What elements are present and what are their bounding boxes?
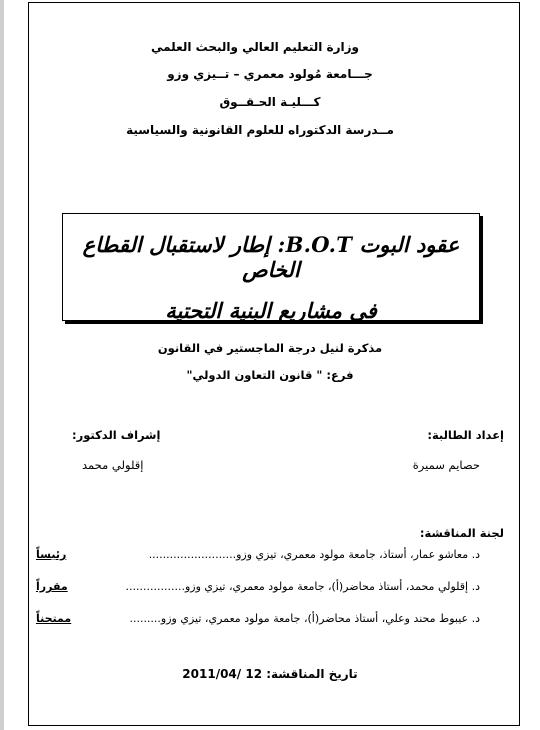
committee-member [36, 612, 480, 625]
degree-line: مذكرة لنيل درجة الماجستير في القانون [157, 341, 383, 355]
student-label: إعداد الطالبة: [427, 428, 504, 442]
faculty-line: كـــليـة الحـقــوق [219, 95, 321, 109]
student-name: حصايم سميرة [412, 458, 480, 472]
title-line-1: عقود البوت B.O.T: إطار لاستقبال القطاع الخاص [82, 232, 460, 282]
page-edge [0, 0, 4, 730]
committee-member-role: مقرراً [36, 580, 68, 593]
university-line: جـــامعة مُولود معمري – تــيزي وزو [167, 67, 373, 81]
committee-member-role: رئيساً [36, 548, 67, 561]
thesis-title-box [62, 213, 480, 321]
committee-member [36, 548, 480, 561]
committee-label: لجنة المناقشة: [419, 526, 504, 540]
title-line-2: في مشاريع البنية التحتية [165, 298, 377, 323]
ministry-line: وزارة التعليم العالي والبحث العلمي [150, 40, 360, 54]
committee-member-role: ممتحناً [36, 612, 72, 625]
branch-line: فرع: " قانون التعاون الدولي" [186, 368, 354, 382]
doctoral-school-line: مــدرسة الدكتوراه للعلوم القانونية والسياسية [126, 123, 394, 137]
committee-member [36, 580, 480, 593]
committee-member-text: د. عيبوط محند وعلي، أستاذ محاضر(أ)، جامعة مولود معمري، تيزي وزو......... [129, 612, 480, 625]
committee-member-text: د. معاشو عمار، أستاذ، جامعة مولود معمري، تيزي وزو......................... [148, 548, 480, 561]
committee-member-text: د. إقلولي محمد، أستاذ محاضر(أ)، جامعة مولود معمري، تيزي وزو................. [125, 580, 480, 593]
defense-date: تاريخ المناقشة: 12 /2011/04 [182, 667, 358, 681]
supervisor-name: إقلولي محمد [82, 458, 144, 472]
supervisor-label: إشراف الدكتور: [72, 428, 161, 442]
